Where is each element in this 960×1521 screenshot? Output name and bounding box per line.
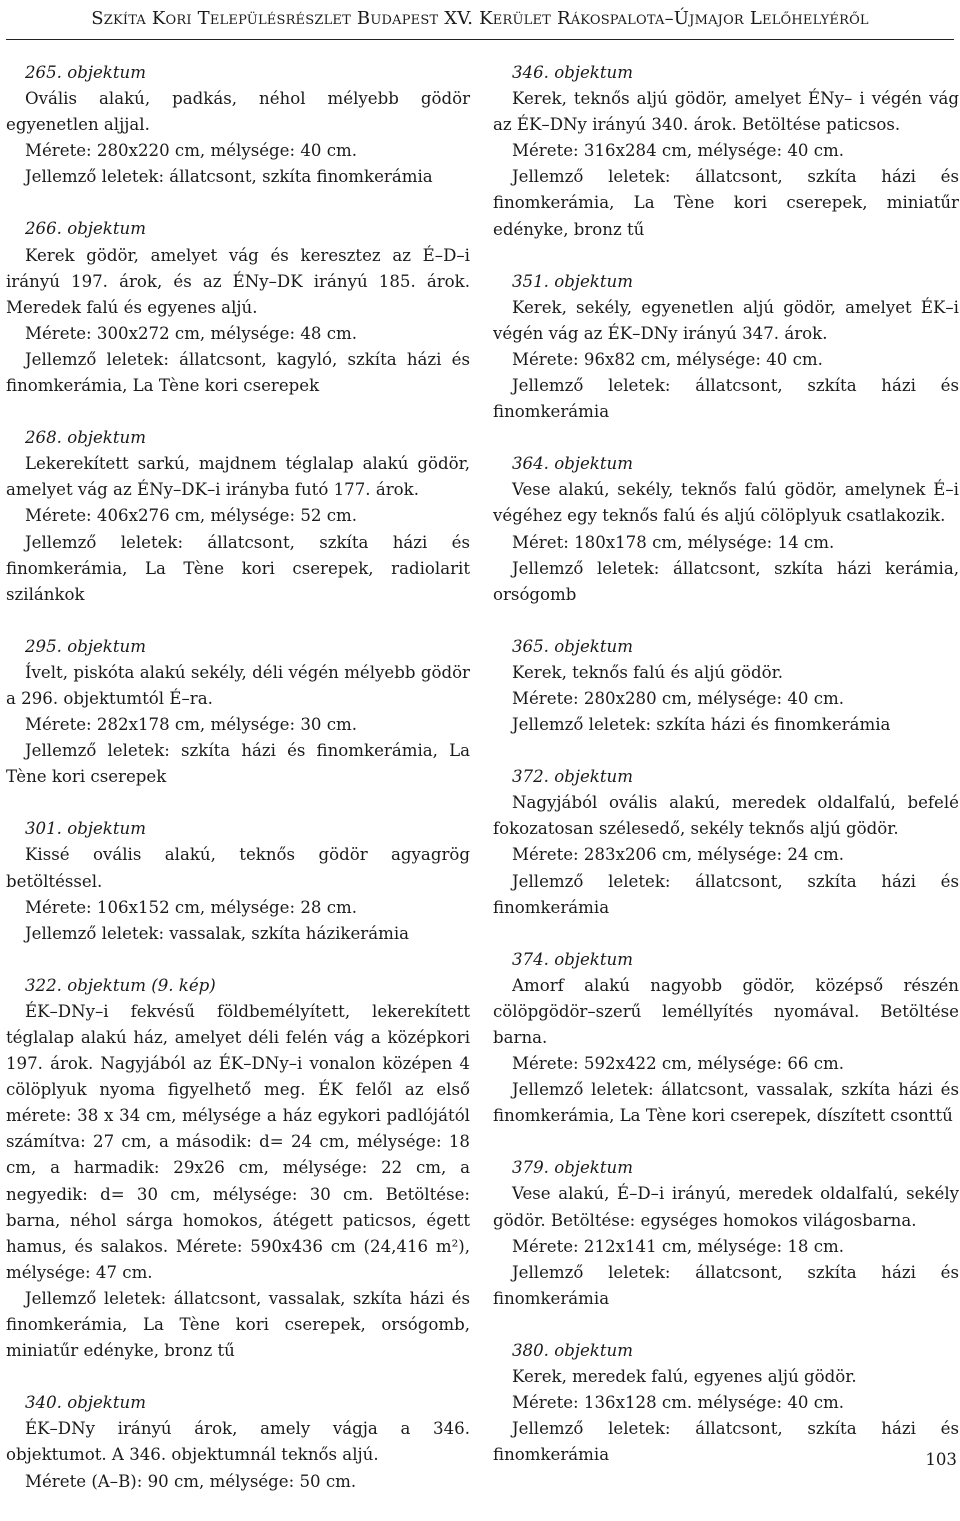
feature-entry [6,816,470,946]
feature-description: Mérete: 280x280 cm, mélysége: 40 cm. [512,688,845,708]
feature-description: Mérete: 406x276 cm, mélysége: 52 cm. [25,506,358,526]
feature-title: 365. objektum [512,636,633,656]
feature-entry [6,1390,470,1494]
feature-description: Jellemző leletek: állatcsont, szkíta házi és finomkerámia, La Tène kori cserepek, miniatűr edénykе, bronz tű [493,167,959,239]
feature-description: Jellemző leletek: állatcsont, szkíta házi és finomkerámia [493,1419,959,1465]
feature-title: 266. objektum [25,219,146,239]
feature-description: Mérete: 282x178 cm, mélysége: 30 cm. [25,715,358,735]
feature-title: 346. objektum [512,63,633,82]
feature-description: Vese alakú, É–D–i irányú, meredek oldalfalú, sekély gödör. Betöltése: egységes homokos világosbarna. [493,1184,959,1230]
feature-title: 340. objektum [25,1393,146,1413]
feature-description: Kerek, sekély, egyenetlen aljú gödör, amelyet ÉK–i végén vág az ÉK–DNy irányú 347. árok. [493,297,959,343]
feature-description: Jellemző leletek: vassalak, szkíta házikerámia [25,923,410,943]
feature-entry [6,425,470,608]
feature-description: Kerek, meredek falú, egyenes aljú gödör. [512,1367,857,1387]
feature-title: 379. objektum [512,1158,633,1178]
feature-title: 322. objektum (9. kép) [25,975,216,995]
feature-description: Mérete: 283x206 cm, mélysége: 24 cm. [512,845,845,865]
feature-entry [493,60,959,243]
feature-entry [6,634,470,791]
feature-description: Amorf alakú nagyobb gödör, középső részén cölöpgödör–szerű leméllyítés nyomával. Betöltése barna. [493,975,959,1047]
feature-description: Jellemző leletek: állatcsont, szkíta házi és finomkerámia [493,1262,959,1308]
feature-description: Ovális alakú, padkás, néhol mélyebb gödör egyenetlen aljjal. [6,89,470,135]
feature-description: Kerek, teknős falú és aljú gödör. [512,662,783,682]
feature-description: Jellemző leletek: állatcsont, kagyló, szkíta házi és finomkerámia, La Tène kori cserepek [6,349,470,396]
feature-description: Jellemző leletek: állatcsont, vassalak, szkíta házi és finomkerámia, La Tène kori cserepek, orsógomb, miniatűr edénykе, bronz tű [6,1288,470,1361]
feature-description: Jellemző leletek: állatcsont, szkíta házi és finomkerámia, La Tène kori cserepek, radiolarit szilánkok [6,532,470,604]
feature-description: Jellemző leletek: állatcsont, szkíta finomkerámia [25,167,433,187]
feature-title: 268. objektum [25,428,146,448]
feature-description: Ívelt, piskóta alakú sekély, déli végén mélyebb gödör a 296. objektumtól É–ra. [6,662,470,708]
feature-description: Mérete: 136x128 cm. mélysége: 40 cm. [512,1393,845,1413]
feature-description: Jellemző leletek: szkíta házi és finomkerámia, La Tène kori cserepek [6,741,470,787]
feature-entry [493,1338,959,1468]
feature-description: Mérete: 300x272 cm, mélysége: 48 cm. [25,323,358,343]
feature-description: Mérete (A–B): 90 cm, mélysége: 50 cm. [25,1471,357,1491]
feature-description: Mérete: 96x82 cm, mélysége: 40 cm. [512,349,823,369]
feature-entry [493,1155,959,1312]
feature-entry [6,216,470,399]
feature-entry [6,60,470,190]
right-column [493,60,959,1494]
feature-description: ÉK–DNy–i fekvésű földbemélyített, lekerekített téglalap alakú ház, amelyet déli felén vág a középkori 197. árok. Nagyjából az ÉK–DNy–i vonalon középen 4 cölöplyuk nyoma figyelhető meg. ÉK felől az első mérete: 38 x 34 cm, mélysége a ház egykori padlójától számítva: 27 cm, a második: d= 24 cm, mélysége: 18 cm, a harmadik: 29x26 cm, mélysége: 22 cm, a negyedik: d= 30 cm, mélysége: 30 cm. Betöltése: barna, néhol sárga homokos, átégett paticsos, égett hamus, és salakos. Mérete: 590x436 cm (24,416 m²), mélysége: 47 cm. [6,1001,470,1282]
feature-description: Mérete: 316x284 cm, mélysége: 40 cm. [512,141,845,161]
feature-description: ÉK–DNy irányú árok, amely vágja a 346. objektumot. A 346. objektumnál teknős aljú. [6,1419,470,1465]
running-header: Szkíta Kori Településrészlet Budapest XV. Kerület Rákospalota–Újmajor Lelőhelyéről [91,8,869,29]
feature-description: Jellemző leletek: állatcsont, szkíta házi kerámia, orsógomb [493,558,959,604]
feature-description: Méret: 180x178 cm, mélysége: 14 cm. [512,532,835,552]
feature-entry [493,764,959,921]
feature-entry [493,947,959,1130]
feature-description: Lekerekített sarkú, majdnem téglalap alakú gödör, amelyet vág az ÉNy–DK–i irányba futó 177. árok. [6,454,470,500]
feature-entry [493,269,959,426]
feature-description: Kerek, teknős aljú gödör, amelyet ÉNy– i végén vág az ÉK–DNy irányú 340. árok. Betöltése paticsos. [493,89,959,135]
feature-title: 301. objektum [25,819,146,839]
feature-entry [6,973,470,1364]
feature-description: Vese alakú, sekély, teknős falú gödör, amelynek É–i végéhez egy teknős falú és aljú cölöplyuk csatlakozik. [493,480,959,526]
page-number: 103 [925,1450,957,1469]
feature-entry [493,451,959,608]
feature-description: Jellemző leletek: szkíta házi és finomkerámia [512,715,891,735]
feature-title: 265. objektum [25,63,146,82]
feature-description: Mérete: 212x141 cm, mélysége: 18 cm. [512,1236,845,1256]
feature-entry [493,634,959,738]
feature-title: 372. objektum [512,767,633,787]
feature-description: Mérete: 106x152 cm, mélysége: 28 cm. [25,897,358,917]
feature-description: Nagyjából ovális alakú, meredek oldalfalú, befelé fokozatosan szélesedő, sekély teknős aljú gödör. [493,793,959,839]
feature-description: Jellemző leletek: állatcsont, szkíta házi és finomkerámia [493,376,959,422]
feature-title: 380. objektum [512,1340,633,1360]
feature-title: 364. objektum [512,454,633,474]
feature-description: Kissé ovális alakú, teknős gödör agyagrög betöltéssel. [6,845,470,891]
feature-description: Mérete: 592x422 cm, mélysége: 66 cm. [512,1054,845,1074]
feature-title: 374. objektum [512,949,633,969]
feature-description: Jellemző leletek: állatcsont, szkíta házi és finomkerámia [493,871,959,917]
feature-description: Jellemző leletek: állatcsont, vassalak, szkíta házi és finomkerámia, La Tène kori cserepek, díszített csonttű [493,1080,959,1126]
feature-title: 351. objektum [512,271,633,291]
feature-description: Mérete: 280x220 cm, mélysége: 40 cm. [25,141,358,161]
feature-title: 295. objektum [25,636,146,656]
header-divider [6,39,954,40]
feature-description: Kerek gödör, amelyet vág és keresztez az É–D–i irányú 197. árok, és az ÉNy–DK irányú 185. árok. Meredek falú és egyenes aljú. [6,245,470,317]
left-column [6,60,470,1521]
